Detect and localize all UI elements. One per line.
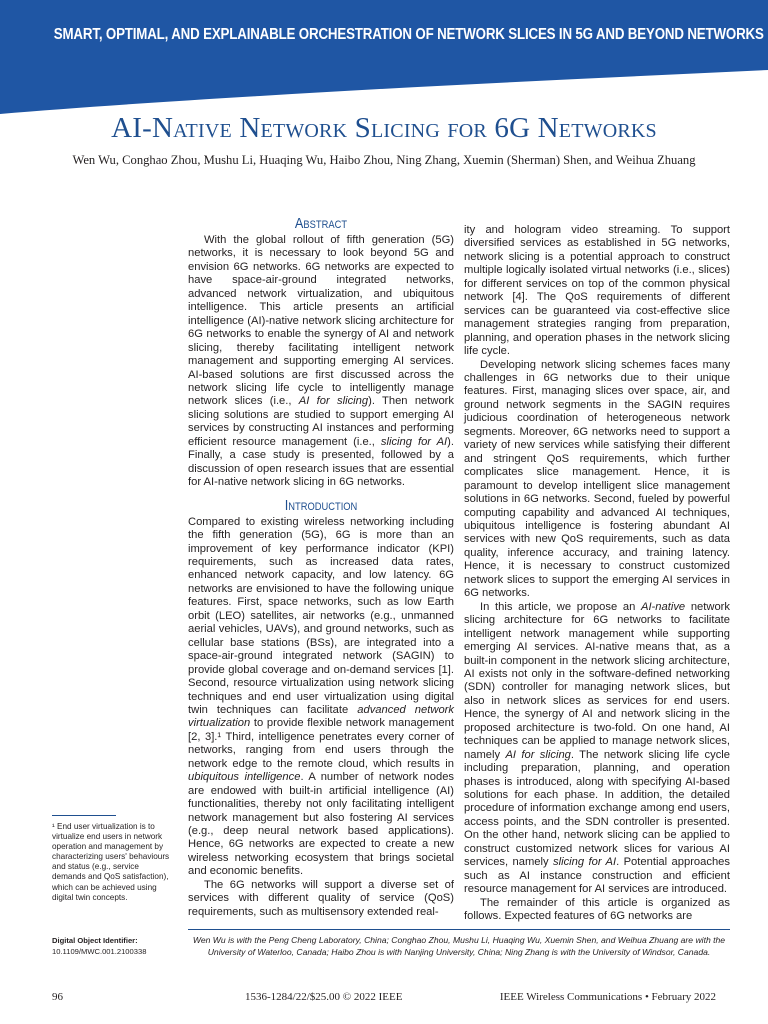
article-title: AI-Native Network Slicing for 6G Networks xyxy=(111,112,657,144)
intro-paragraph-4: In this article, we propose an AI-native network slicing architecture for 6G networks to facilitate intelligent network management while supporting emerging AI services. AI-native means that, as a built-in component in the network slicing architecture, AI exists not only in the software-defined networking (SDN) controller for managing network slices, but also in network slices as services for end users. Hence, the synergy of AI and network slicing in the proposed architecture is two-fold. On one hand, AI techniques can be applied to manage network slices, namely AI for slicing. The network slicing life cycle including preparation, planning, and operation phases is introduced, along with specifying AI-based solutions for each phase. In addition, the detailed procedure of information exchange among end users, access points, and the SDN controller is presented. On the other hand, network slicing can be applied to construct customized network slices for various AI services, namely slicing for AI. Potential approaches such as AI instance construction and efficient resource management for AI services are introduced. xyxy=(464,600,730,896)
intro-paragraph-1: Compared to existing wireless networking including the fifth generation (5G), 6G is more than an improvement of key performance indicator (KPI) requirements, such as increased data rates, enhanced network capacity, and low latency. 6G networks are envisioned to have the following unique features. First, space networks, such as low Earth orbit (LEO) satellites, air networks (e.g., unmanned aerial vehicles, UAVs), and ground networks, such as cellular base stations (BSs), are integrated into a space-air-ground integrated network (SAGIN) to provide global coverage and on-demand services [1]. Second, resource virtualization using network slicing techniques and end user virtualization using digital twin techniques can facilitate advanced network virtualization to provide flexible network management [2, 3].¹ Third, intelligence penetrates every corner of networks, ranging from end users through the network edge to the remote cloud, which results in ubiquitous intelligence. A number of network nodes are endowed with built-in artificial intelligence (AI) functionalities, thereby not only facilitating intelligent network management but also fostering AI services (e.g., deep neural network based applications). Hence, 6G networks are expected to create a new wireless networking ecosystem that brings societal and economic benefits. xyxy=(188,515,455,878)
footnote: ¹ End user virtualization is to virtualize end users in network operation and management by characterizing users' behaviours and status (e.g., service demands and QoS satisfaction), which can be achieved using digital twin concepts. xyxy=(52,822,170,902)
header-banner xyxy=(0,0,768,120)
abstract-heading: Abstract xyxy=(294,215,348,232)
page-number: 96 xyxy=(52,991,63,1003)
author-affiliations: Wen Wu is with the Peng Cheng Laboratory, China; Conghao Zhou, Mushu Li, Huaqing Wu, Xuemin Shen, and Weihua Zhuang are with the University of Waterloo, Canada; Haibo Zhou is with Nanjing University, China; Ning Zhang is with the University of Windsor, Canada. xyxy=(192,935,726,957)
right-column xyxy=(464,224,730,924)
doi-value: 10.1109/MWC.001.2100338 xyxy=(52,947,147,956)
intro-paragraph-5: The remainder of this article is organized as follows. Expected features of 6G networks are xyxy=(464,896,730,923)
journal-issue: IEEE Wireless Communications • February 2022 xyxy=(499,991,716,1003)
series-banner-title: SMART, OPTIMAL, AND EXPLAINABLE ORCHESTRATION OF NETWORK SLICES IN 5G AND BEYOND NETWORKS xyxy=(53,26,764,43)
affiliation-divider xyxy=(188,929,730,930)
intro-paragraph-3: Developing network slicing schemes faces many challenges in 6G networks due to their unique features. First, managing slices over space, air, and ground network segments in the SAGIN requires judicious coordination of heterogeneous network segments. Moreover, 6G networks need to support a variety of new services while satisfying their different and stringent QoS requirements, which further complicates slice management. Hence, it is paramount to develop intelligent slice management solutions in 6G networks. Second, fueled by powerful computing capability and advanced AI techniques, ubiquitous intelligence is fostering abundant AI services with new QoS requirements, such as data quality, inference accuracy, and training latency. Hence, it is necessary to construct customized network slices to support the emerging AI services in 6G networks. xyxy=(464,358,730,600)
intro-paragraph-2: The 6G networks will support a diverse set of services with different quality of service (QoS) requirements, such as multisensory extended real- xyxy=(188,878,454,918)
left-column xyxy=(188,215,454,919)
footnote-divider xyxy=(52,815,116,816)
abstract-paragraph: With the global rollout of fifth generation (5G) networks, it is necessary to look beyond 5G and envision 6G networks. 6G networks are expected to have space-air-ground integrated networks, advanced network virtualization, and ubiquitous intelligence. This article presents an artificial intelligence (AI)-native network slicing architecture for 6G networks to enable the synergy of AI and network slicing, thereby facilitating intelligent network management and supporting emerging AI services. AI-based solutions are first discussed across the network slicing life cycle to intelligently manage network slices (i.e., AI for slicing). Then network slicing solutions are studied to support emerging AI services by constructing AI instances and performing efficient resource management (i.e., slicing for AI). Finally, a case study is presented, followed by a discussion of open research issues that are essential for AI-native network slicing in 6G networks. xyxy=(188,234,455,489)
author-list: Wen Wu, Conghao Zhou, Mushu Li, Huaqing Wu, Haibo Zhou, Ning Zhang, Xuemin (Sherman) Shen, and Weihua Zhuang xyxy=(72,153,696,167)
banner-wave-shape xyxy=(0,0,768,120)
intro-paragraph-2-continued: ity and hologram video streaming. To support diversified services as established in 5G networks, network slicing is a potential approach to construct multiple logically isolated virtual networks (i.e., slices) for different services on top of the common physical network [4]. The QoS requirements of different services can be guaranteed via cost-effective slice management strategies ranging from preparation, planning, and operation phases in the network slicing life cycle. xyxy=(464,224,730,358)
issn-copyright: 1536-1284/22/$25.00 © 2022 IEEE xyxy=(245,991,403,1003)
doi-label: Digital Object Identifier: xyxy=(52,936,138,945)
introduction-heading: Introduction xyxy=(284,496,358,514)
